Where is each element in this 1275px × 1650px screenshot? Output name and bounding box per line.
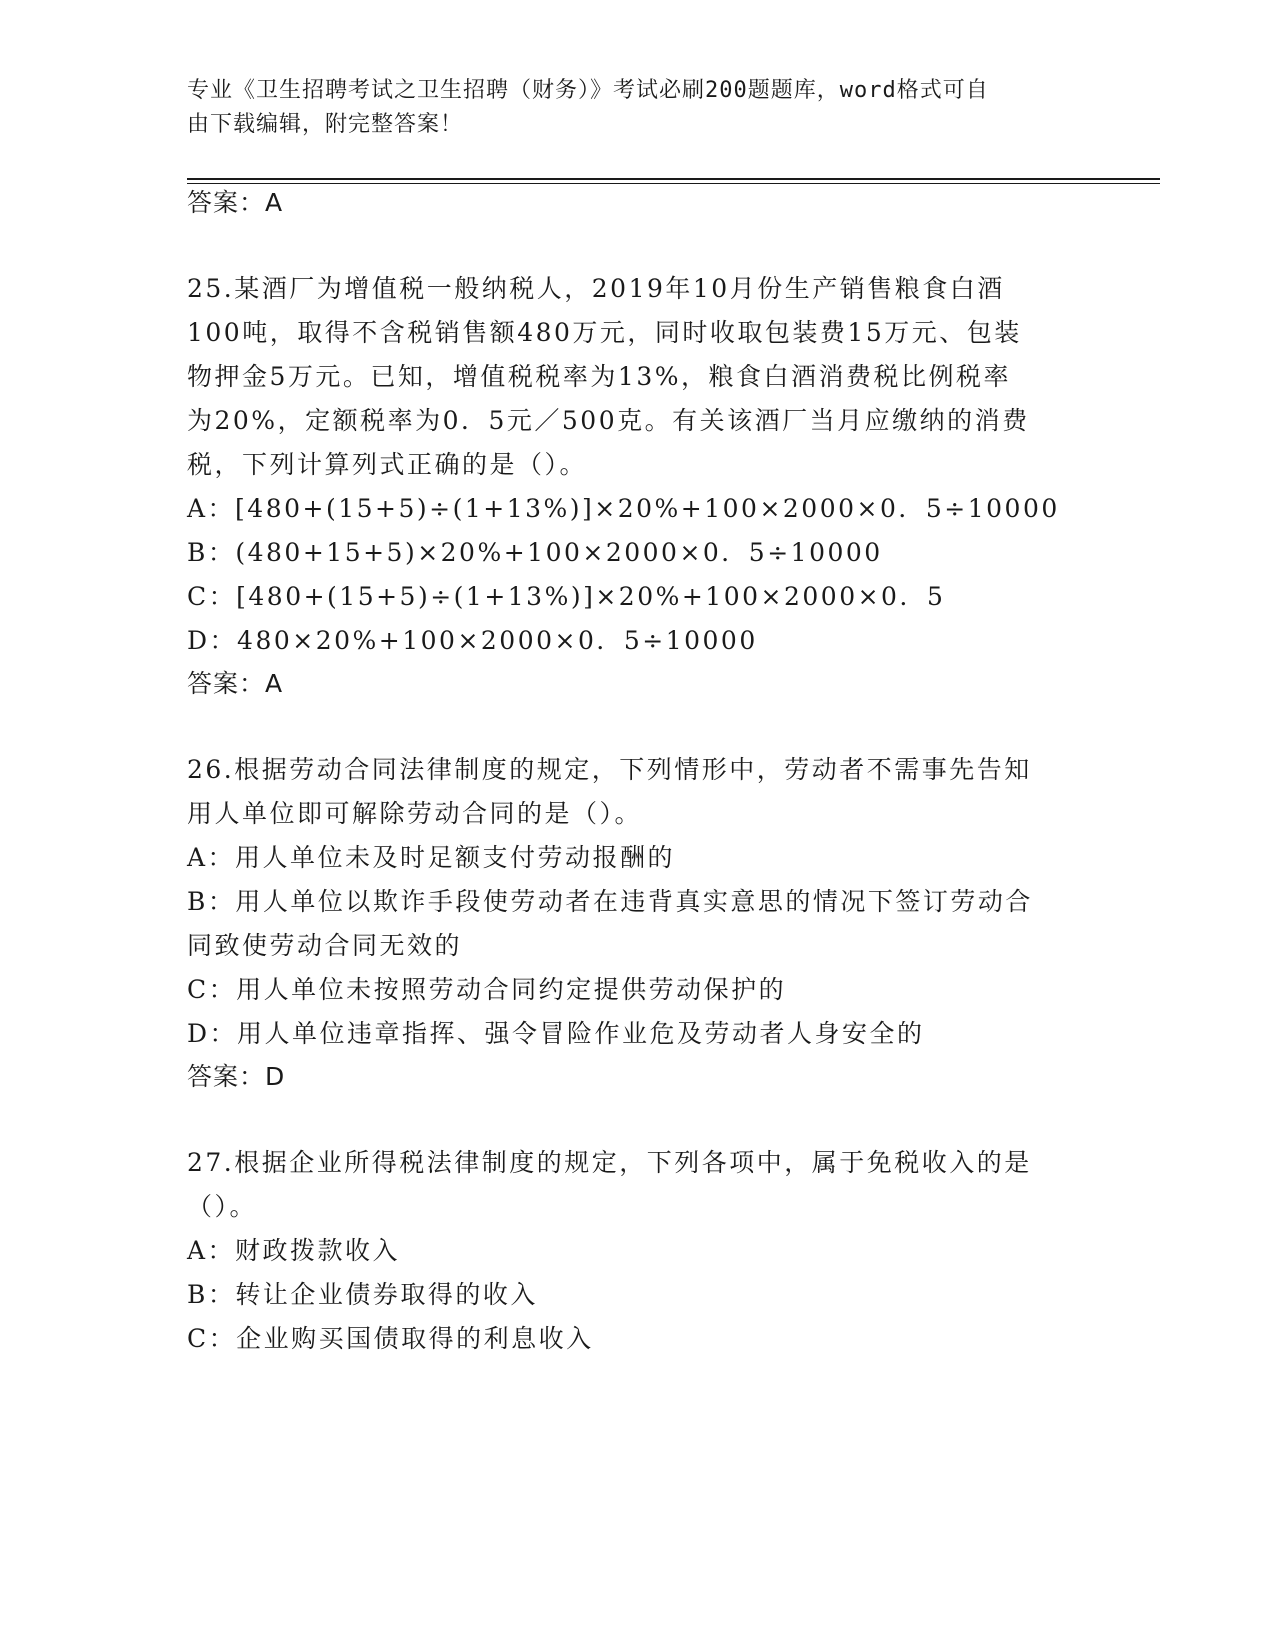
q25-stem-line-4: 为20%，定额税率为0．5元／500克。有关该酒厂当月应缴纳的消费	[187, 406, 1030, 435]
q25-stem-line-2: 100吨，取得不含税销售额480万元，同时收取包装费15万元、包装	[187, 318, 1022, 347]
q26-option-c: C：用人单位未按照劳动合同约定提供劳动保护的	[187, 975, 787, 1004]
q26-stem-line-1: 26.根据劳动合同法律制度的规定，下列情形中，劳动者不需事先告知	[187, 755, 1032, 784]
q26-answer: 答案：D	[187, 1062, 286, 1091]
header-line-1: 专业《卫生招聘考试之卫生招聘（财务）》考试必刷200题题库，word格式可自	[187, 78, 989, 103]
header-divider-thin	[187, 183, 1160, 184]
q26-option-d: D：用人单位违章指挥、强令冒险作业危及劳动者人身安全的	[187, 1019, 925, 1048]
q25-option-c: C：[480+(15+5)÷(1+13%)]×20%+100×2000×0．5	[187, 582, 946, 611]
q26-stem-line-2: 用人单位即可解除劳动合同的是（）。	[187, 799, 643, 828]
header-divider-thick	[187, 178, 1160, 180]
q26-option-b-line-2: 同致使劳动合同无效的	[187, 931, 463, 960]
q26-option-a: A：用人单位未及时足额支付劳动报酬的	[187, 843, 676, 872]
q25-option-a: A：[480+(15+5)÷(1+13%)]×20%+100×2000×0．5÷10000	[187, 494, 1060, 523]
q25-stem-line-5: 税，下列计算列式正确的是（）。	[187, 450, 588, 479]
q25-option-d: D：480×20%+100×2000×0．5÷10000	[187, 626, 758, 655]
page-header	[187, 74, 1067, 142]
header-line-2: 由下载编辑，附完整答案！	[187, 112, 464, 137]
previous-answer: 答案：A	[187, 188, 284, 217]
q25-option-b: B：(480+15+5)×20%+100×2000×0．5÷10000	[187, 538, 883, 567]
q27-option-c: C：企业购买国债取得的利息收入	[187, 1324, 594, 1353]
q27-stem-line-1: 27.根据企业所得税法律制度的规定，下列各项中，属于免税收入的是	[187, 1148, 1032, 1177]
q25-answer: 答案：A	[187, 669, 284, 698]
q25-stem-line-1: 25.某酒厂为增值税一般纳税人，2019年10月份生产销售粮食白酒	[187, 274, 1005, 303]
q26-option-b-line-1: B：用人单位以欺诈手段使劳动者在违背真实意思的情况下签订劳动合	[187, 887, 1033, 916]
q25-stem-line-3: 物押金5万元。已知，增值税税率为13%，粮食白酒消费税比例税率	[187, 362, 1011, 391]
q27-option-b: B：转让企业债券取得的收入	[187, 1280, 538, 1309]
q27-option-a: A：财政拨款收入	[187, 1236, 401, 1265]
q27-stem-line-2: （）。	[187, 1192, 258, 1221]
